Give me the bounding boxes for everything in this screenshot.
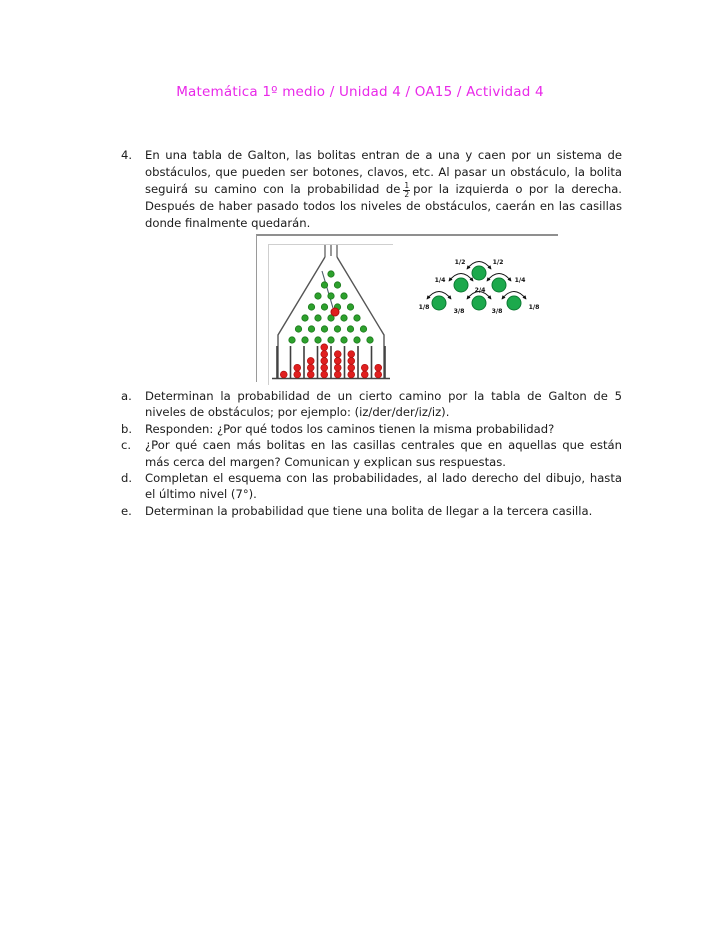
collected-ball xyxy=(334,364,341,371)
collected-ball xyxy=(294,371,301,378)
peg xyxy=(328,271,334,277)
galton-board-image xyxy=(268,244,393,385)
task-e xyxy=(121,503,622,519)
collected-ball xyxy=(321,344,328,351)
peg xyxy=(321,326,327,332)
task-d xyxy=(121,470,622,503)
collected-ball xyxy=(280,371,287,378)
tree-node xyxy=(432,296,446,310)
collected-ball xyxy=(361,371,368,378)
problem-text xyxy=(145,147,622,232)
peg xyxy=(334,282,340,288)
collected-ball xyxy=(321,364,328,371)
probability-label: 1/2 xyxy=(492,259,504,266)
peg xyxy=(308,326,314,332)
peg-grid xyxy=(289,271,373,343)
funnel-channel xyxy=(325,245,337,257)
tree-node xyxy=(472,266,486,280)
probability-label: 1/4 xyxy=(434,277,446,284)
task-b xyxy=(121,421,622,437)
task-letter: e. xyxy=(121,503,132,518)
collected-ball xyxy=(307,364,314,371)
peg xyxy=(347,326,353,332)
probability-label: 1/2 xyxy=(454,259,466,266)
probability-tree-diagram xyxy=(416,250,566,342)
peg xyxy=(321,282,327,288)
bin-dividers xyxy=(277,346,385,378)
task-letter: a. xyxy=(121,389,132,403)
peg xyxy=(360,326,366,332)
peg xyxy=(341,293,347,299)
peg xyxy=(308,304,314,310)
peg xyxy=(341,337,347,343)
probability-label: 1/8 xyxy=(418,304,430,311)
task-c xyxy=(121,437,622,470)
collected-ball xyxy=(334,371,341,378)
tree-node xyxy=(507,296,521,310)
collected-ball xyxy=(321,351,328,358)
peg xyxy=(302,337,308,343)
collected-ball xyxy=(375,364,382,371)
peg xyxy=(321,304,327,310)
probability-label: 1/8 xyxy=(528,304,540,311)
task-letter: b. xyxy=(121,421,133,436)
peg xyxy=(354,337,360,343)
collected-ball xyxy=(348,358,355,365)
falling-ball xyxy=(331,308,339,316)
task-text: Responden: ¿Por qué todos los caminos tienen la misma probabilidad? xyxy=(145,421,555,436)
peg xyxy=(367,337,373,343)
probability-label: 1/4 xyxy=(514,277,526,284)
collected-ball xyxy=(334,351,341,358)
task-list xyxy=(121,388,622,519)
peg xyxy=(315,315,321,321)
tree-node xyxy=(472,296,486,310)
peg xyxy=(354,315,360,321)
problem-text-after-fraction: por la izquierda o por la derecha. Después de haber pasado todos los niveles de obstáculos, caerán en las casillas donde finalmente quedarán. xyxy=(145,181,622,231)
task-text: ¿Por qué caen más bolitas en las casillas centrales que en aquellas que están más cerca del margen? Comunican y explican sus respuestas. xyxy=(145,438,622,469)
peg xyxy=(328,337,334,343)
problem-text-before-fraction: En una tabla de Galton, las bolitas entran de a una y caen por un sistema de obstáculos, que pueden ser botones, clavos, etc. Al pasar un obstáculo, la bolita seguirá su camino con la probabilidad de xyxy=(145,148,622,196)
task-a xyxy=(121,388,622,421)
tree-node xyxy=(454,278,468,292)
tree-node xyxy=(492,278,506,292)
peg xyxy=(347,304,353,310)
collected-ball xyxy=(307,371,314,378)
problem-number: 4. xyxy=(121,148,133,162)
collected-ball xyxy=(375,371,382,378)
problem-statement xyxy=(121,147,622,232)
collected-ball xyxy=(307,358,314,365)
task-text: Determinan la probabilidad que tiene una bolita de llegar a la tercera casilla. xyxy=(145,503,593,518)
peg xyxy=(302,315,308,321)
figure-frame xyxy=(256,234,558,382)
peg xyxy=(315,337,321,343)
peg xyxy=(334,326,340,332)
task-letter: c. xyxy=(121,438,132,453)
peg xyxy=(315,293,321,299)
collected-ball xyxy=(321,371,328,378)
collected-ball xyxy=(361,364,368,371)
probability-tree-drawing xyxy=(416,250,566,342)
collected-ball xyxy=(348,364,355,371)
fraction-denominator: 2 xyxy=(404,189,410,199)
peg xyxy=(289,337,295,343)
task-text: Completan el esquema con las probabilidades, al lado derecho del dibujo, hasta el último nivel (7°). xyxy=(145,471,622,502)
probability-label: 3/8 xyxy=(453,308,465,315)
collected-ball xyxy=(294,364,301,371)
probability-label: 2/4 xyxy=(474,287,486,294)
galton-board-drawing xyxy=(269,245,393,385)
collected-ball xyxy=(321,358,328,365)
collected-ball xyxy=(334,358,341,365)
page-title: Matemática 1º medio / Unidad 4 / OA15 / Actividad 4 xyxy=(176,84,544,100)
peg xyxy=(341,315,347,321)
collected-ball xyxy=(348,371,355,378)
peg xyxy=(328,293,334,299)
task-text: Determinan la probabilidad de un cierto camino por la tabla de Galton de 5 niveles de obstáculos; por ejemplo: (iz/der/der/iz/iz). xyxy=(145,389,622,420)
peg xyxy=(295,326,301,332)
task-letter: d. xyxy=(121,471,133,486)
probability-label: 3/8 xyxy=(491,308,503,315)
fraction-numerator: 1 xyxy=(404,180,410,190)
one-half-fraction xyxy=(403,182,410,199)
collected-ball xyxy=(348,351,355,358)
